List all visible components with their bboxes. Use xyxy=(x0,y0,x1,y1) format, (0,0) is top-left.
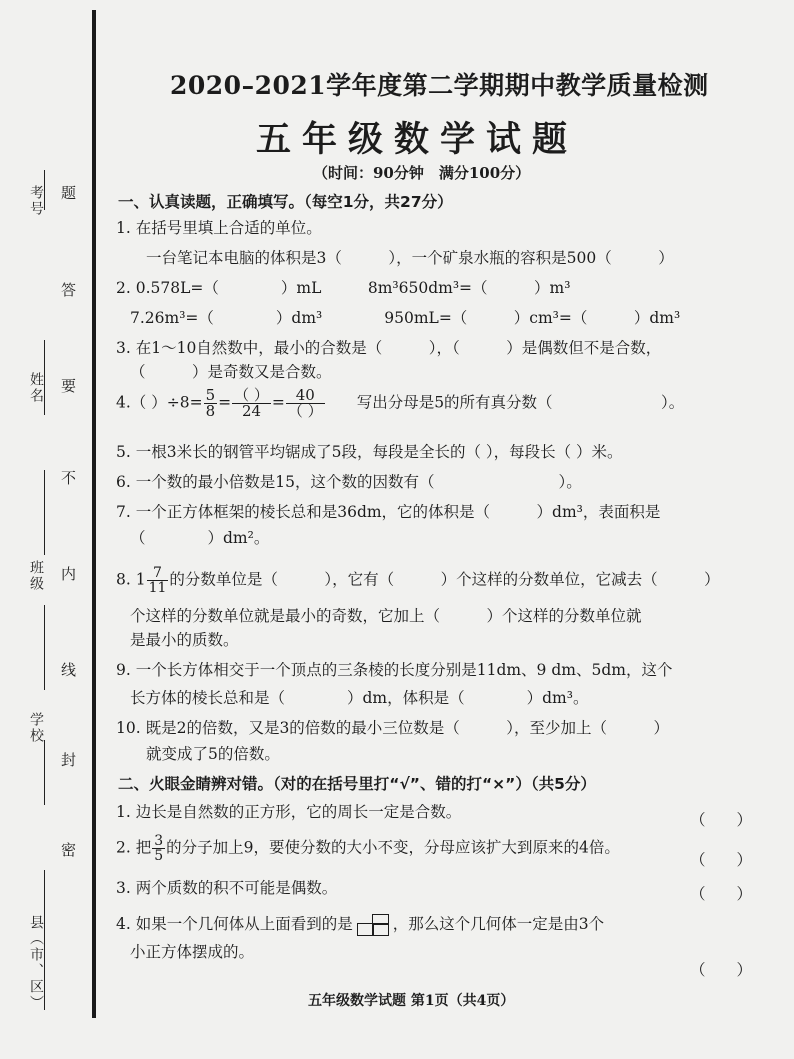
question-text: 写出分母是5的所有真分数（ ）。 xyxy=(356,393,685,412)
question-line: 一台笔记本电脑的体积是3（ ），一个矿泉水瓶的容积是500（ ） xyxy=(146,249,674,267)
exam-subject-title: 五年级数学试题 xyxy=(256,119,579,160)
name-label: 姓名 xyxy=(28,372,44,404)
top-view-shape-icon xyxy=(357,914,389,936)
fraction xyxy=(204,388,218,419)
question-line-fraction xyxy=(116,566,720,595)
answer-paren: （ ） xyxy=(690,851,753,869)
question-line: （ ）是奇数又是合数。 xyxy=(130,363,332,381)
question-line: 长方体的棱长总和是（ ）dm，体积是（ ）dm³。 xyxy=(130,689,589,707)
section-heading: 一、认真读题，正确填写。（每空1分，共27分） xyxy=(118,193,453,211)
question-line: 小正方体摆成的。 xyxy=(130,943,255,961)
answer-paren: （ ） xyxy=(690,961,753,979)
question-line: 个这样的分数单位就是最小的奇数，它加上（ ）个这样的分数单位就 xyxy=(130,607,642,625)
binding-rule xyxy=(92,10,96,1018)
time-note: （时间：90分钟 满分100分） xyxy=(313,164,531,182)
question-line: 5. 一根3米长的钢管平均锯成了5段，每段是全长的（ ），每段长（ ）米。 xyxy=(116,443,623,461)
answer-paren: （ ） xyxy=(690,811,753,829)
question-line: 7. 一个正方体框架的棱长总和是36dm，它的体积是（ ）dm³，表面积是 xyxy=(116,503,661,521)
section-heading: 二、火眼金睛辨对错。（对的在括号里打“√”、错的打“×”）（共5分） xyxy=(118,775,596,793)
question-line-fractions: 4.（ ）÷8= $\frac{5}{8}$ = $\frac{( )}{24}$ = $\frac{40}{( )}$ 写出分母是5的所有真分数（ ）。 xyxy=(116,386,685,420)
fraction-denominator: （ ） xyxy=(287,402,323,420)
fraction-numerator: 40 xyxy=(286,388,325,404)
fraction xyxy=(147,566,169,595)
seal-char: 密 xyxy=(59,842,77,857)
school-label: 学校 xyxy=(28,712,44,744)
margin-line xyxy=(44,740,45,805)
fraction-numerator: （ ） xyxy=(234,386,269,404)
question-line: 3. 在1～10自然数中，最小的合数是（ ），（ ）是偶数但不是合数， xyxy=(116,339,662,357)
question-text: 的分数单位是（ ），它有（ ）个这样的分数单位，它减去（ ） xyxy=(169,570,720,589)
margin-line xyxy=(44,470,45,555)
question-text: 4.（ ）÷8= xyxy=(116,393,203,412)
question-line-fraction xyxy=(116,834,620,863)
exam-number-label: 考号 xyxy=(28,185,44,217)
exam-page xyxy=(108,0,768,1059)
fraction xyxy=(232,388,271,419)
seal-char: 题 xyxy=(59,185,77,200)
fraction-numerator: 5 xyxy=(205,386,216,404)
question-line: 就变成了5的倍数。 xyxy=(146,745,280,763)
class-label: 班级 xyxy=(28,560,44,592)
question-line: 10. 既是2的倍数，又是3的倍数的最小三位数是（ ），至少加上（ ） xyxy=(116,719,670,737)
binding-margin xyxy=(0,0,92,1059)
question-line: （ ）dm²。 xyxy=(130,529,270,547)
question-text: 4. 如果一个几何体从上面看到的是 xyxy=(116,915,353,933)
question-text: 的分子加上9，要使分数的大小不变，分母应该扩大到原来的4倍。 xyxy=(166,838,620,857)
county-label: 县（市、区） xyxy=(28,915,44,1011)
fraction-denominator: 8 xyxy=(205,402,216,420)
question-line: 2. 0.578L=（ ）mL 8m³650dm³=（ ）m³ xyxy=(116,279,571,297)
page-footer: 五年级数学试题 第1页（共4页） xyxy=(308,993,515,1009)
fraction-denominator: 24 xyxy=(241,402,262,420)
question-text: 2. 把 xyxy=(116,838,152,857)
exam-title: 2020–2021学年度第二学期期中教学质量检测 xyxy=(170,71,709,100)
question-line: 1. 在括号里填上合适的单位。 xyxy=(116,219,322,237)
fraction xyxy=(286,388,325,419)
question-line: 6. 一个数的最小倍数是15，这个数的因数有（ ）。 xyxy=(116,473,582,491)
seal-char: 要 xyxy=(59,378,77,393)
question-line: 是最小的质数。 xyxy=(130,631,239,649)
seal-char: 封 xyxy=(59,752,77,767)
question-line: 9. 一个长方体相交于一个顶点的三条棱的长度分别是11dm、9 dm、5dm，这个 xyxy=(116,661,673,679)
seal-char: 内 xyxy=(59,566,77,581)
seal-char: 答 xyxy=(59,282,77,297)
fraction-numerator: 3 xyxy=(154,833,164,849)
question-line: 7.26m³=（ ）dm³ 950mL=（ ）cm³=（ ）dm³ xyxy=(130,309,681,327)
fraction xyxy=(152,834,165,863)
question-text: 8. 1 xyxy=(116,570,146,589)
answer-paren: （ ） xyxy=(690,885,753,903)
fraction-denominator: 5 xyxy=(154,848,164,864)
question-text: ，那么这个几何体一定是由3个 xyxy=(392,915,605,933)
question-line: 1. 边长是自然数的正方形，它的周长一定是合数。 xyxy=(116,803,462,821)
margin-line xyxy=(44,605,45,690)
fraction-denominator: 11 xyxy=(148,580,167,596)
question-line-shape xyxy=(116,912,604,936)
seal-char: 不 xyxy=(59,470,77,485)
question-line: 3. 两个质数的积不可能是偶数。 xyxy=(116,879,338,897)
fraction-numerator: 7 xyxy=(147,566,169,581)
seal-char: 线 xyxy=(59,662,77,677)
